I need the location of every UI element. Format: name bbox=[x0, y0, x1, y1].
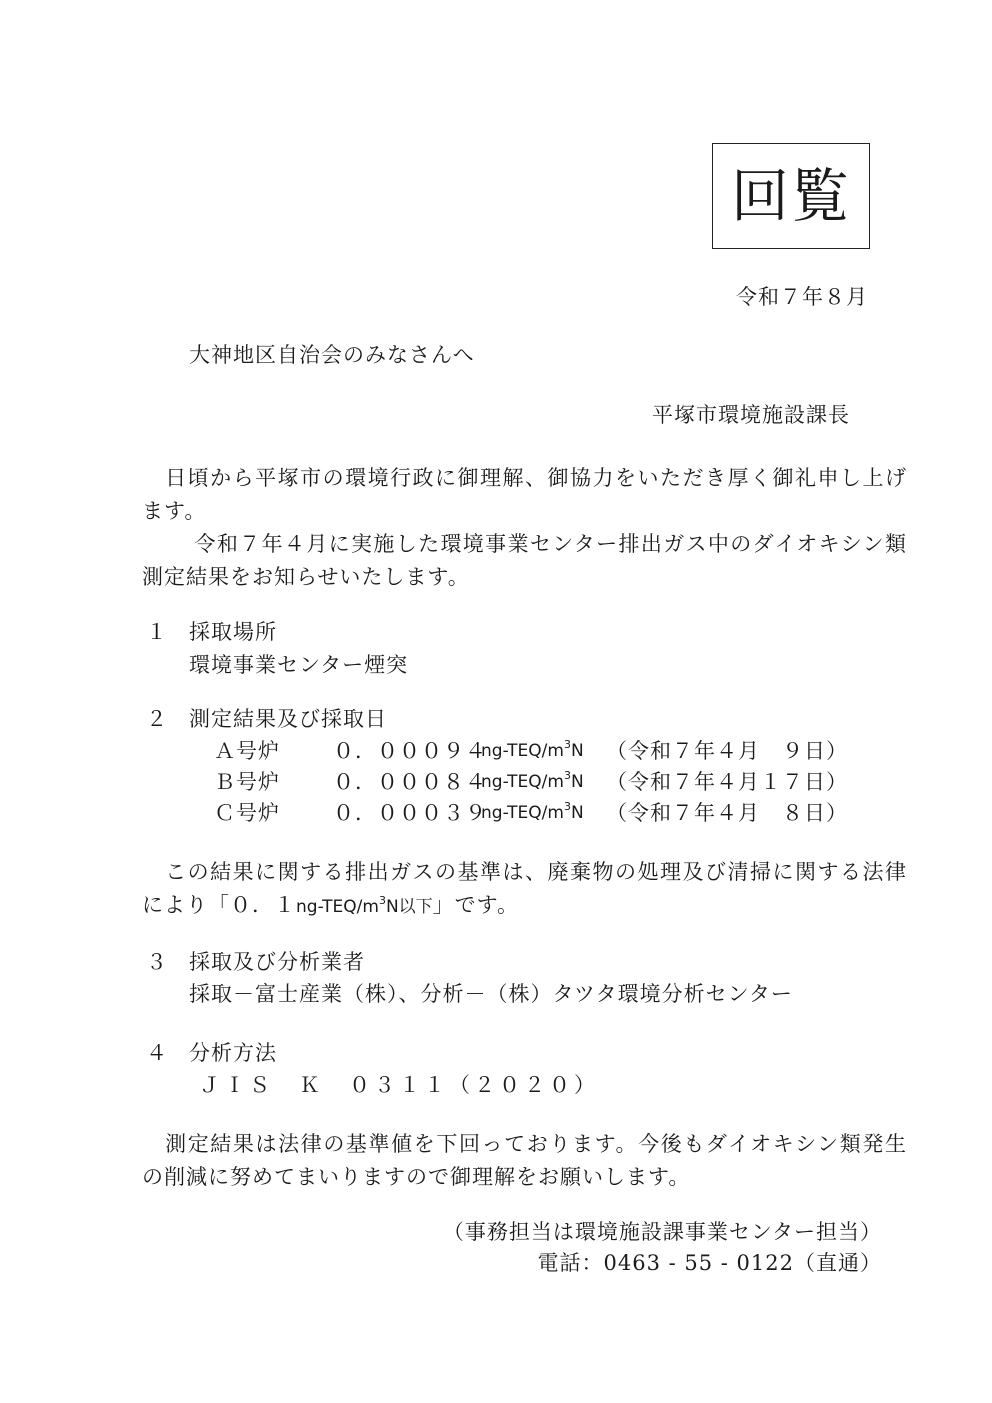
contact-office: （事務担当は環境施設課事業センター担当） bbox=[442, 1220, 882, 1244]
section-title-2: 測定結果及び採取日 bbox=[189, 707, 387, 731]
section-body-1: 環境事業センター煙突 bbox=[189, 653, 409, 677]
addressee: 大神地区自治会のみなさんへ bbox=[189, 343, 475, 367]
furnace-label: Ｃ号炉 bbox=[214, 801, 280, 825]
circulation-stamp-text: 回覧 bbox=[730, 162, 851, 230]
contact-phone: 電話：0463 - 55 - 0122（直通） bbox=[537, 1251, 882, 1275]
measured-unit: $ng-TEQ/m^3N$ bbox=[481, 800, 584, 823]
conclusion-paragraph: 測定結果は法律の基準値を下回っております。今後もダイオキシン類発生の削減に努めてまいりますので御理解をお願いします。 bbox=[142, 1132, 907, 1189]
section-number-1: １ bbox=[146, 620, 168, 644]
section-title-4: 分析方法 bbox=[189, 1041, 277, 1065]
measured-unit: $ng-TEQ/m^3N$ bbox=[481, 738, 584, 761]
section-body-3: 採取－富士産業（株）、分析－（株）タツタ環境分析センター bbox=[189, 982, 793, 1006]
section-title-1: 採取場所 bbox=[189, 620, 277, 644]
measured-value: ０．０００８４ bbox=[333, 770, 487, 794]
section-number-4: ４ bbox=[146, 1041, 168, 1065]
measured-value: ０．０００９４ bbox=[333, 739, 487, 763]
standard-paragraph: この結果に関する排出ガスの基準は、廃棄物の処理及び清掃に関する法律により「０．$1ng-TEQ/m^3N$以下」です。 bbox=[142, 860, 907, 917]
section-number-3: ３ bbox=[146, 950, 168, 974]
sampling-date: （令和７年４月 ８日） bbox=[606, 801, 848, 825]
furnace-label: Ｂ号炉 bbox=[214, 770, 280, 794]
sampling-date: （令和７年４月 ９日） bbox=[606, 739, 848, 763]
issue-date: 令和７年８月 bbox=[736, 285, 868, 309]
circulation-stamp bbox=[712, 143, 870, 249]
furnace-label: Ａ号炉 bbox=[214, 739, 280, 763]
measured-value: ０．０００３９ bbox=[333, 801, 487, 825]
sampling-date: （令和７年４月１７日） bbox=[606, 770, 848, 794]
section-number-2: ２ bbox=[146, 707, 168, 731]
measured-unit: $ng-TEQ/m^3N$ bbox=[481, 769, 584, 792]
intro-paragraph-1: 日頃から平塚市の環境行政に御理解、御協力をいただき厚く御礼申し上げます。 bbox=[142, 466, 907, 523]
sender: 平塚市環境施設課長 bbox=[652, 403, 850, 427]
section-body-4: ＪＩＳ Ｋ ０３１１（２０２０） bbox=[199, 1073, 599, 1097]
intro-paragraph-2: 令和７年４月に実施した環境事業センター排出ガス中のダイオキシン類測定結果をお知らせいたします。 bbox=[142, 532, 907, 589]
section-title-3: 採取及び分析業者 bbox=[189, 950, 365, 974]
